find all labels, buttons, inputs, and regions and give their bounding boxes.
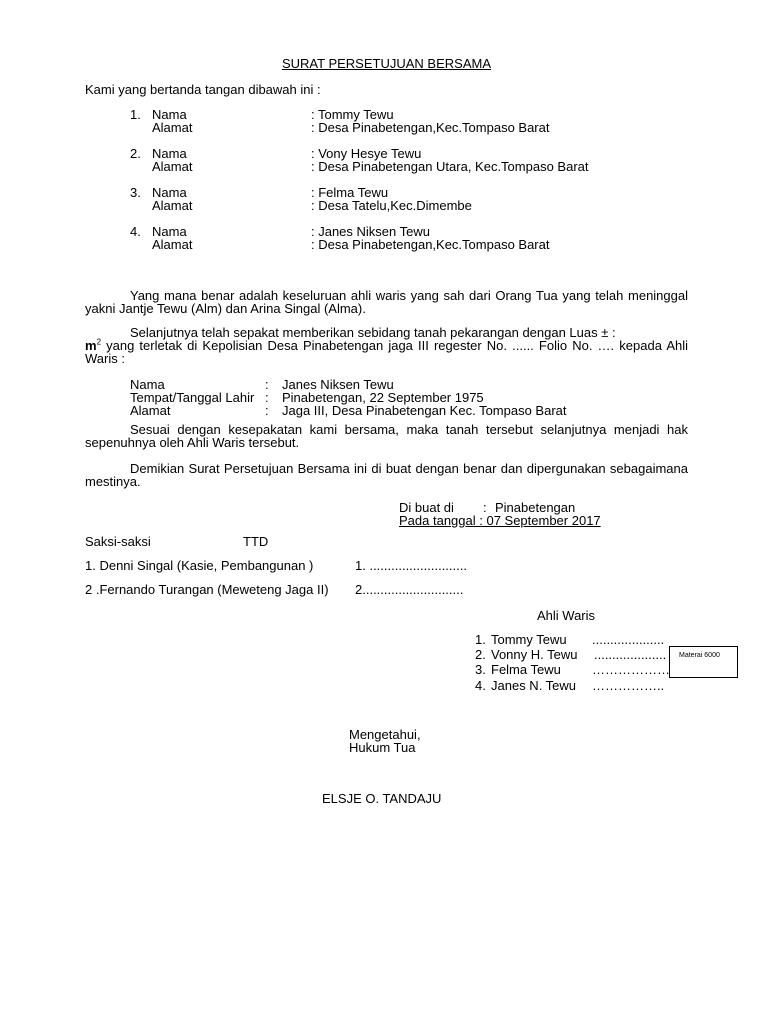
heir-sign-number: 3. bbox=[475, 662, 486, 677]
heirs-heading: Ahli Waris bbox=[537, 608, 596, 623]
land-grant-paragraph bbox=[85, 326, 688, 365]
heir-sign-line: .................... bbox=[594, 647, 667, 662]
signatory-number: 1. bbox=[130, 107, 141, 122]
signatory-name-label: Nama bbox=[152, 146, 187, 161]
signatory-name-label: Nama bbox=[152, 107, 187, 122]
heir-sign-name: Felma Tewu bbox=[491, 662, 561, 677]
revenue-stamp-box bbox=[669, 646, 738, 678]
closing-paragraph bbox=[85, 462, 688, 488]
made-at-value: Pinabetengan bbox=[495, 500, 576, 515]
heir-sign-number: 1. bbox=[475, 632, 486, 647]
heirs-statement-text: Yang mana benar adalah keseluruan ahli waris yang sah dari Orang Tua yang telah meninggal yakni Jantje Tewu (Alm) dan Arina Singal (Alma). bbox=[85, 288, 688, 316]
acknowledged-label: Mengetahui, bbox=[349, 727, 421, 742]
revenue-stamp-label: Materai 6000 bbox=[679, 652, 720, 659]
heir-sign-line: …………….. bbox=[592, 678, 665, 693]
heir-address-label: Alamat bbox=[130, 403, 171, 418]
made-on-date: Pada tanggal : 07 September 2017 bbox=[399, 513, 601, 528]
agreement-text: Sesuai dengan kesepakatan kami bersama, maka tanah tersebut selanjutnya menjadi hak sepenuhnya oleh Ahli Waris tersebut. bbox=[85, 422, 688, 450]
heir-name-value: Janes Niksen Tewu bbox=[282, 377, 394, 392]
witness-2: 2 .Fernando Turangan (Meweteng Jaga II) bbox=[85, 582, 329, 597]
heir-address-value: Jaga III, Desa Pinabetengan Kec. Tompaso Barat bbox=[282, 403, 567, 418]
heir-sign-number: 4. bbox=[475, 678, 486, 693]
signatory-number: 4. bbox=[130, 224, 141, 239]
signatory-name-value: : Vony Hesye Tewu bbox=[311, 146, 422, 161]
signatory-number: 2. bbox=[130, 146, 141, 161]
intro-text: Kami yang bertanda tangan dibawah ini : bbox=[85, 82, 321, 97]
signatory-address-label: Alamat bbox=[152, 198, 193, 213]
heir-name-colon: : bbox=[265, 377, 269, 392]
signatory-name-label: Nama bbox=[152, 224, 187, 239]
heir-sign-name: Tommy Tewu bbox=[491, 632, 567, 647]
signatory-name-label: Nama bbox=[152, 185, 187, 200]
heir-sign-name: Vonny H. Tewu bbox=[491, 647, 578, 662]
witness-2-signature-line: 2............................ bbox=[355, 582, 464, 597]
ttd-label: TTD bbox=[243, 534, 269, 549]
heir-birth-colon: : bbox=[265, 390, 269, 405]
signatory-address-label: Alamat bbox=[152, 159, 193, 174]
heirs-statement-paragraph bbox=[85, 289, 688, 315]
heir-sign-line: .................... bbox=[592, 632, 665, 647]
signatory-name-value: : Felma Tewu bbox=[311, 185, 389, 200]
closing-text: Demikian Surat Persetujuan Bersama ini di buat dengan benar dan dipergunakan sebagaimana mestinya. bbox=[85, 461, 688, 489]
heir-address-colon: : bbox=[265, 403, 269, 418]
signatory-address-value: : Desa Pinabetengan,Kec.Tompaso Barat bbox=[311, 237, 550, 252]
heir-sign-number: 2. bbox=[475, 647, 486, 662]
heir-sign-name: Janes N. Tewu bbox=[491, 678, 577, 693]
signatory-address-label: Alamat bbox=[152, 237, 193, 252]
signatory-name-value: : Tommy Tewu bbox=[311, 107, 394, 122]
heir-birth-label: Tempat/Tanggal Lahir bbox=[130, 390, 255, 405]
official-position: Hukum Tua bbox=[349, 740, 416, 755]
heir-sign-line: ……………… bbox=[592, 662, 670, 677]
witness-1-signature-line: 1. ........................... bbox=[355, 558, 467, 573]
signatory-address-label: Alamat bbox=[152, 120, 193, 135]
witnesses-heading: Saksi-saksi bbox=[85, 534, 151, 549]
witness-1: 1. Denni Singal (Kasie, Pembangunan ) bbox=[85, 558, 314, 573]
signatory-address-value: : Desa Pinabetengan,Kec.Tompaso Barat bbox=[311, 120, 550, 135]
agreement-paragraph bbox=[85, 423, 688, 449]
area-unit-superscript: 2 bbox=[96, 337, 102, 347]
signatory-name-value: : Janes Niksen Tewu bbox=[311, 224, 430, 239]
document-title: SURAT PERSETUJUAN BERSAMA bbox=[281, 56, 491, 71]
made-at-label: Di buat di bbox=[399, 500, 454, 515]
heir-name-label: Nama bbox=[130, 377, 165, 392]
area-unit: m bbox=[85, 338, 97, 353]
signatory-address-value: : Desa Pinabetengan Utara, Kec.Tompaso Barat bbox=[311, 159, 589, 174]
land-grant-text-line1: Selanjutnya telah sepakat memberikan sebidang tanah pekarangan dengan Luas ± : bbox=[130, 325, 616, 340]
official-name: ELSJE O. TANDAJU bbox=[322, 791, 442, 806]
land-grant-text-rest: yang terletak di Kepolisian Desa Pinabetengan jaga III regester No. ...... Folio No. …. kepada Ahli Waris : bbox=[85, 338, 688, 366]
signatory-address-value: : Desa Tatelu,Kec.Dimembe bbox=[311, 198, 472, 213]
signatory-number: 3. bbox=[130, 185, 141, 200]
heir-birth-value: Pinabetengan, 22 September 1975 bbox=[282, 390, 484, 405]
made-at-colon: : bbox=[483, 500, 487, 515]
